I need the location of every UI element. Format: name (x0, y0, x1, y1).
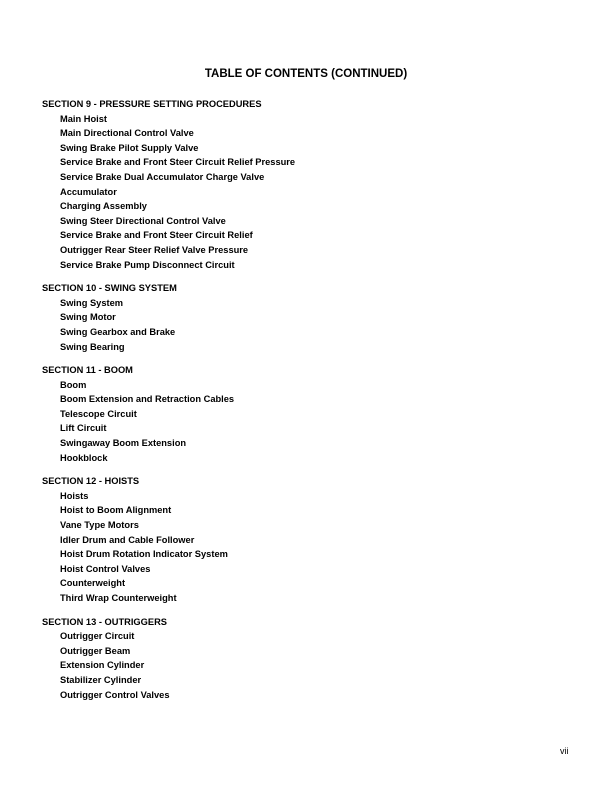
toc-entry: Outrigger Beam (60, 645, 131, 656)
toc-entry: Extension Cylinder (60, 660, 145, 671)
toc-entry: Outrigger Circuit (60, 631, 135, 642)
toc-entry: Charging Assembly (60, 201, 147, 212)
toc-entry: Swing System (60, 297, 124, 308)
toc-entry: Idler Drum and Cable Follower (60, 534, 195, 545)
page-number: vii (560, 746, 569, 756)
toc-entry: Outrigger Control Valves (60, 689, 170, 700)
section-heading: SECTION 13 - OUTRIGGERS (42, 616, 168, 627)
toc-entry: Hoist Control Valves (60, 563, 151, 574)
toc-entry: Swing Steer Directional Control Valve (60, 215, 226, 226)
toc-entry: Telescope Circuit (60, 408, 137, 419)
toc-entry: Swing Gearbox and Brake (60, 326, 176, 337)
page-title: TABLE OF CONTENTS (CONTINUED) (204, 68, 408, 80)
toc-section (42, 474, 582, 605)
toc-entry: Third Wrap Counterweight (60, 593, 177, 603)
toc-entry: Swing Bearing (60, 341, 125, 352)
toc-entry: Hoist to Boom Alignment (60, 505, 172, 516)
toc-entry: Boom Extension and Retraction Cables (60, 394, 235, 405)
toc-entry: Service Brake Dual Accumulator Charge Valve (60, 171, 265, 182)
toc-entry: Service Brake and Front Steer Circuit Relief (60, 230, 253, 241)
section-heading: SECTION 12 - HOISTS (42, 476, 140, 487)
toc-section (42, 615, 582, 703)
section-heading: SECTION 9 - PRESSURE SETTING PROCEDURES (42, 99, 262, 109)
toc-entry: Swingaway Boom Extension (60, 438, 187, 449)
toc-entry: Swing Motor (60, 312, 116, 323)
toc-entry: Main Directional Control Valve (60, 128, 194, 139)
toc-entry: Service Brake Pump Disconnect Circuit (60, 259, 235, 270)
section-heading: SECTION 11 - BOOM (42, 365, 133, 376)
toc-entry: Swing Brake Pilot Supply Valve (60, 142, 199, 153)
toc-section (42, 97, 582, 272)
section-heading: SECTION 10 - SWING SYSTEM (42, 283, 177, 294)
toc-entry: Boom (60, 379, 87, 390)
toc-entry: Hookblock (60, 452, 108, 463)
toc-entry: Accumulator (60, 186, 117, 197)
toc-entry: Counterweight (60, 578, 126, 589)
toc-entry: Main Hoist (60, 113, 108, 124)
toc-entry: Hoists (60, 490, 89, 501)
toc-entry: Stabilizer Cylinder (60, 674, 142, 685)
toc-section (42, 281, 582, 354)
table-of-contents (42, 97, 582, 711)
toc-entry: Vane Type Motors (60, 520, 139, 531)
toc-entry: Service Brake and Front Steer Circuit Relief Pressure (60, 157, 296, 168)
toc-entry: Lift Circuit (60, 423, 107, 434)
toc-entry: Outrigger Rear Steer Relief Valve Pressure (60, 244, 249, 255)
toc-section (42, 363, 582, 465)
toc-entry: Hoist Drum Rotation Indicator System (60, 549, 228, 560)
